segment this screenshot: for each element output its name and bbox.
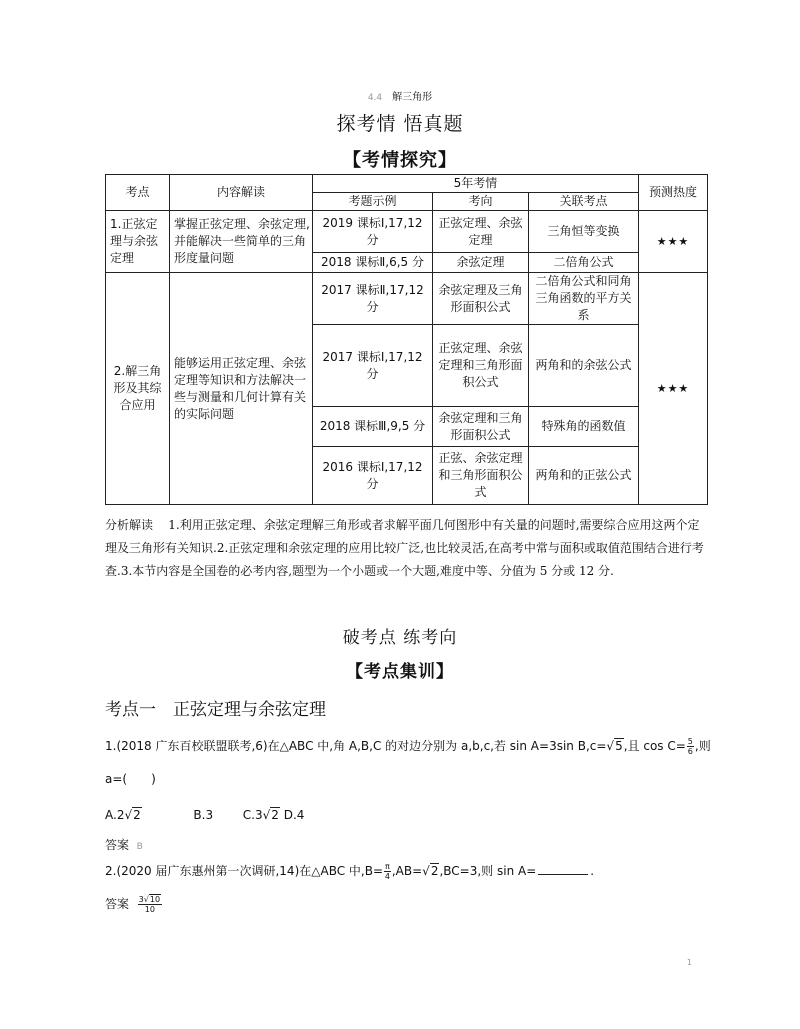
row2d-related: 两角和的正弦公式 <box>529 447 639 505</box>
heading-explore: 探考情 悟真题 <box>336 113 464 135</box>
q1-fraction <box>687 737 694 756</box>
heading-exam-analysis: 【考情探究】 <box>343 150 457 171</box>
q2-stem-d: . <box>590 864 595 878</box>
q1-option-c: C.3√2 <box>242 808 279 822</box>
row2d-example: 2016 课标Ⅰ,17,12 分 <box>313 447 433 505</box>
q1-stem-c: ,则 <box>694 739 711 753</box>
q1-stem-a: 1.(2018 广东百校联盟联考,6)在△ABC 中,角 A,B,C 的对边分别为 a,b,c,若 sin A=3sin B,c= <box>105 739 607 753</box>
th-heat: 预测热度 <box>639 175 708 211</box>
row2a-example: 2017 课标Ⅱ,17,12 分 <box>313 273 433 325</box>
question-2-stem: 2.(2020 届广东惠州第一次调研,14)在△ABC 中,B= $\frac{\pi}{4}$ ,AB=√2,BC=3,则 sin A= . <box>105 862 595 881</box>
row1-content: 掌握正弦定理、余弦定理,并能解决一些简单的三角形度量问题 <box>170 211 313 273</box>
row2b-example: 2017 课标Ⅰ,17,12 分 <box>313 325 433 407</box>
heading-training: 【考点集训】 <box>346 662 454 682</box>
row1a-direction: 正弦定理、余弦定理 <box>433 211 529 253</box>
th-direction: 考向 <box>433 193 529 211</box>
page-number: 1 <box>686 958 692 967</box>
q1-frac-denominator: 6 <box>687 747 693 756</box>
q1-option-b: B.3 <box>193 808 214 822</box>
row2c-related: 特殊角的函数值 <box>529 407 639 447</box>
row2a-direction: 余弦定理及三角形面积公式 <box>433 273 529 325</box>
row1b-related: 二倍角公式 <box>529 253 639 273</box>
q2-frac-denominator: 4 <box>384 872 390 881</box>
row2-point: 2.解三角形及其综合应用 <box>106 273 170 505</box>
row2d-direction: 正弦、余弦定理和三角形面积公式 <box>433 447 529 505</box>
q2-stem-c: ,BC=3,则 sin A= <box>439 864 537 878</box>
th-related: 关联考点 <box>529 193 639 211</box>
row2b-direction: 正弦定理、余弦定理和三角形面积公式 <box>433 325 529 407</box>
q1-answer <box>105 836 143 853</box>
q2-answer-blank <box>538 862 588 875</box>
q1-answer-value: B <box>136 842 143 852</box>
row2a-related: 二倍角公式和同角三角函数的平方关系 <box>529 273 639 325</box>
q1-option-c-radicand: 2 <box>271 808 279 822</box>
heading-practice: 破考点 练考向 <box>342 628 458 648</box>
q1-option-a-prefix: A.2 <box>105 808 125 822</box>
row1a-related: 三角恒等变换 <box>529 211 639 253</box>
q1-answer-label: 答案 <box>105 838 130 852</box>
q1-option-a-radicand: 2 <box>133 808 141 822</box>
q1-sqrt-c: 5 <box>615 739 623 753</box>
th-point: 考点 <box>106 175 170 211</box>
q2-answer-fraction <box>138 895 162 914</box>
row2-content: 能够运用正弦定理、余弦定理等知识和方法解决一些与测量和几何计算有关的实际问题 <box>170 273 313 505</box>
q2-sqrt-ab: 2 <box>430 864 439 878</box>
row2c-example: 2018 课标Ⅲ,9,5 分 <box>313 407 433 447</box>
q1-stem-d: a=( ) <box>105 772 156 786</box>
row1-heat: ★★★ <box>639 211 708 273</box>
q1-frac-numerator: 5 <box>687 737 693 746</box>
section-number: 4.4 <box>367 93 383 103</box>
q2-answer-denominator: 10 <box>144 905 155 914</box>
analysis-paragraph <box>105 514 705 583</box>
q1-stem-b: ,且 cos C= <box>623 739 686 753</box>
exam-analysis-table <box>105 174 708 505</box>
analysis-label: 分析解读 <box>105 518 154 532</box>
th-five-year: 5年考情 <box>313 175 639 193</box>
q2-answer-coef: 3 <box>138 895 144 904</box>
section-title <box>0 88 800 103</box>
q2-frac-numerator: π <box>385 862 390 871</box>
section-name: 解三角形 <box>392 92 433 103</box>
row1a-example: 2019 课标Ⅰ,17,12 分 <box>313 211 433 253</box>
row2-heat: ★★★ <box>639 273 708 505</box>
analysis-text: 1.利用正弦定理、余弦定理解三角形或者求解平面几何图形中有关量的问题时,需要综合应用这两个定理及三角形有关知识.2.正弦定理和余弦定理的应用比较广泛,也比较灵活,在高考中常与面积或取值范围结合进行考查.3.本节内容是全国卷的必考内容,题型为一个小题或一个大题,难度中等、分值为 5 分或 12 分. <box>105 518 704 578</box>
q2-answer-label: 答案 <box>105 897 130 911</box>
q2-stem-b: ,AB= <box>391 864 423 878</box>
q2-answer-numerator: 3√10 <box>138 895 161 904</box>
row2c-direction: 余弦定理和三角形面积公式 <box>433 407 529 447</box>
row1b-example: 2018 课标Ⅱ,6,5 分 <box>313 253 433 273</box>
q1-options <box>105 808 304 822</box>
row2b-related: 两角和的余弦公式 <box>529 325 639 407</box>
q1-option-a: A.2√2 <box>105 808 141 822</box>
question-1-stem: 1.(2018 广东百校联盟联考,6)在△ABC 中,角 A,B,C 的对边分别为 a,b,c,若 sin A=3sin B,c=√5,且 cos C= $\frac{5}{6}$ ,则 <box>105 737 711 756</box>
q2-stem-a: 2.(2020 届广东惠州第一次调研,14)在△ABC 中,B= <box>105 864 384 878</box>
q2-fraction <box>384 862 391 881</box>
th-example: 考题示例 <box>313 193 433 211</box>
q1-option-d: D.4 <box>283 808 305 822</box>
th-content: 内容解读 <box>170 175 313 211</box>
q2-answer <box>105 895 163 914</box>
topic-title: 考点一 正弦定理与余弦定理 <box>105 700 326 720</box>
row1-point: 1.正弦定理与余弦定理 <box>106 211 170 273</box>
q1-option-c-prefix: C.3 <box>242 808 263 822</box>
row1b-direction: 余弦定理 <box>433 253 529 273</box>
q2-answer-radicand: 10 <box>149 895 161 904</box>
